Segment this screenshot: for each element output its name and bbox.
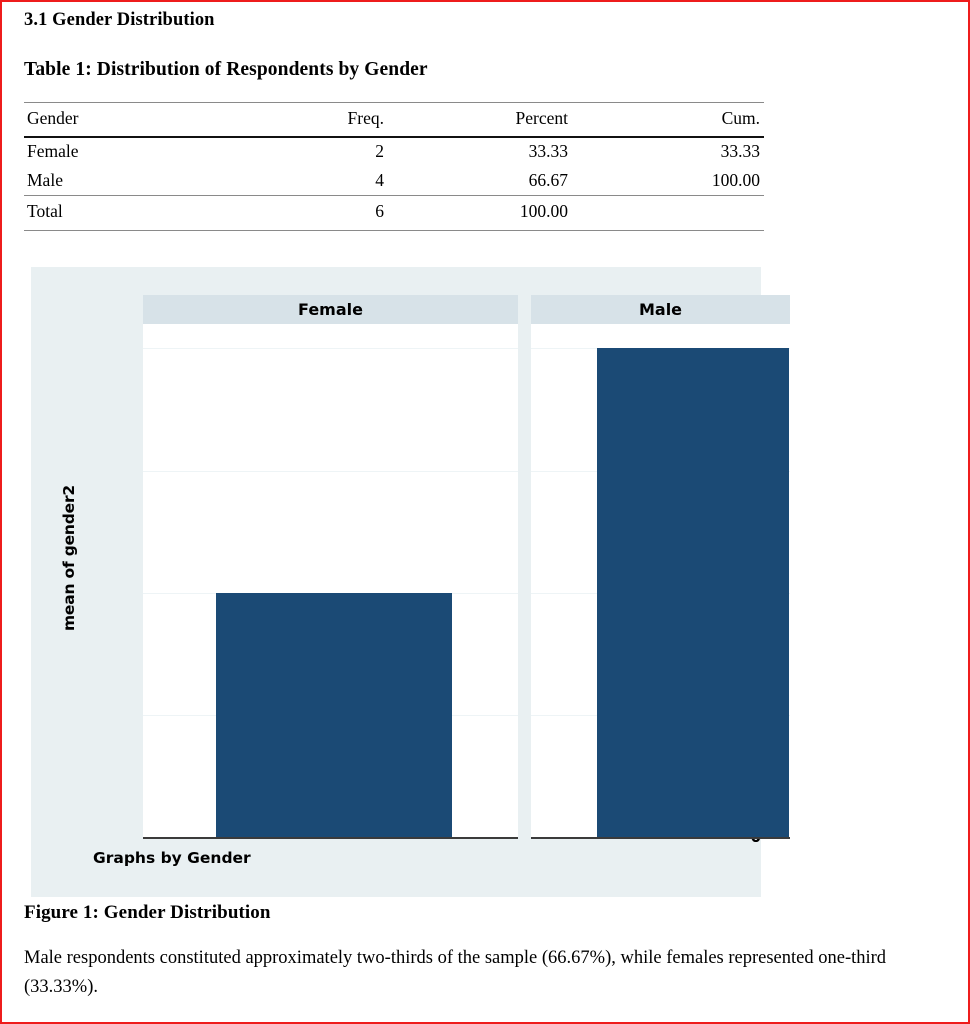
x-axis-line-male [531,837,790,839]
y-axis [31,267,143,897]
document-content [22,2,950,1020]
cell-freq: 4 [375,169,384,190]
cell-total-percent: 100.00 [406,196,586,231]
plot-area-female [143,324,518,839]
plot-area-male [531,324,790,839]
cell-total-cum [586,196,764,231]
panel-header-male: Male [531,295,790,324]
panel-header-female: Female [143,295,518,324]
table-row [24,167,764,196]
gender-distribution-table [24,102,764,231]
column-header-cum: Cum. [586,103,764,137]
column-header-percent: Percent [406,103,586,137]
cell-gender: Male [27,169,63,190]
body-paragraph: Male respondents constituted approximately two-thirds of the sample (66.67%), while females represented one-third (33.33%). [24,948,887,997]
cell-gender: Female [27,140,79,161]
cell-total-label: Total [24,196,236,231]
y-axis-label: mean of gender2 [60,484,78,632]
figure-caption: Figure 1: Gender Distribution [24,902,271,923]
gender-distribution-chart [31,267,761,897]
chart-panel-female [143,295,518,839]
cell-cum: 100.00 [711,169,760,190]
bar-female [216,593,452,837]
table-title: Table 1: Distribution of Respondents by Gender [24,59,428,80]
table-total-row [24,196,764,231]
cell-percent: 66.67 [528,169,568,190]
gridline [143,348,518,349]
cell-freq: 2 [375,140,384,161]
column-header-gender: Gender [24,103,236,137]
cell-cum: 33.33 [720,140,760,161]
cell-total-freq: 6 [236,196,406,231]
graph-note: Graphs by Gender [93,849,251,867]
x-axis-line-female [143,837,518,839]
gridline [143,471,518,472]
table-row [24,137,764,167]
table-header-row [24,103,764,137]
column-header-freq: Freq. [236,103,406,137]
section-heading: 3.1 Gender Distribution [24,10,215,30]
bar-male [597,348,789,837]
chart-panel-male [531,295,790,839]
cell-percent: 33.33 [528,140,568,161]
